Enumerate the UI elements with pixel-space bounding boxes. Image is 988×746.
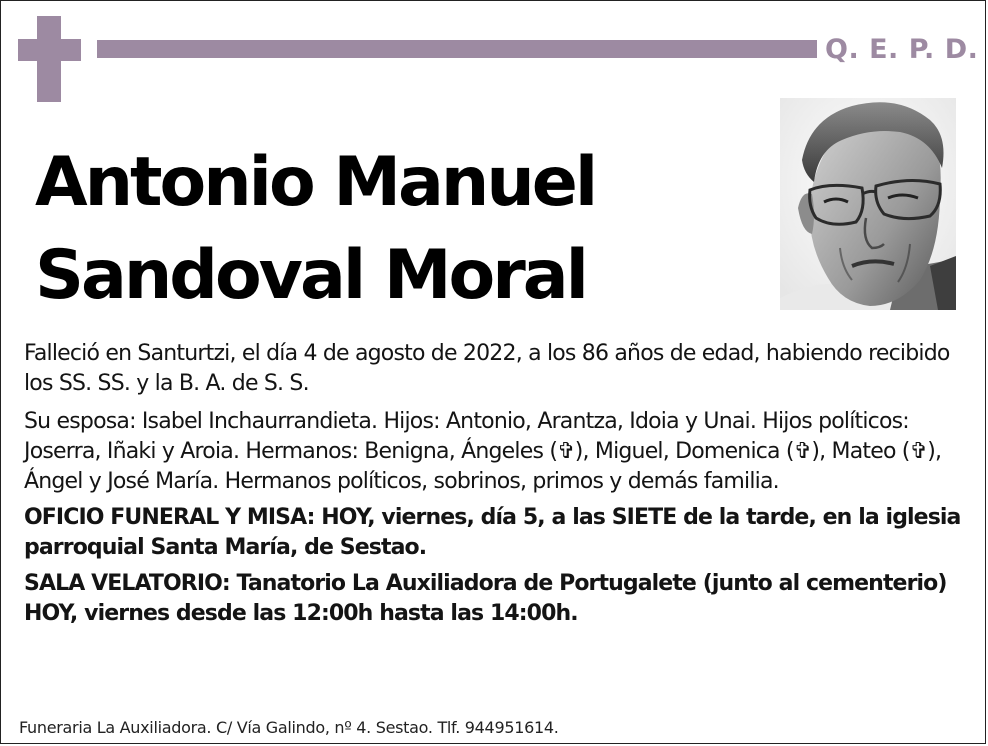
- death-notice-paragraph: Falleció en Santurtzi, el día 4 de agosto de 2022, a los 86 años de edad, habiendo recibido los SS. SS. y la B. A. de S. S.: [24, 341, 950, 396]
- funeral-home-footer: Funeraria La Auxiliadora. C/ Vía Galindo, nº 4. Sestao. Tlf. 944951614.: [19, 718, 559, 737]
- funeral-paragraph: OFICIO FUNERAL Y MISA: HOY, viernes, día 5, a las SIETE de la tarde, en la iglesia parroquial Santa María, de Sestao.: [24, 505, 961, 560]
- wake-room-paragraph: SALA VELATORIO: Tanatorio La Auxiliadora de Portugalete (junto al cementerio) HOY, viernes desde las 12:00h hasta las 14:00h.: [24, 571, 947, 626]
- portrait-image: [780, 98, 956, 310]
- qepd-label: Q. E. P. D.: [825, 34, 979, 65]
- obituary-body: [24, 339, 964, 629]
- portrait-photo: [780, 98, 956, 310]
- deceased-name-line2: Sandoval Moral: [35, 236, 586, 315]
- family-paragraph: Su esposa: Isabel Inchaurrandieta. Hijos: Antonio, Arantza, Idoia y Unai. Hijos políticos: Joserra, Iñaki y Aroia. Hermanos: Benigna, Ángeles (✞), Miguel, Domenica (✞), Mateo (✞), Ángel y José María. Hermanos políticos, sobrinos, primos y demás familia.: [24, 409, 942, 494]
- deceased-name: [35, 136, 595, 322]
- header-rule: [97, 40, 817, 58]
- deceased-name-line1: Antonio Manuel: [35, 143, 596, 222]
- cross-icon-horizontal: [18, 39, 81, 61]
